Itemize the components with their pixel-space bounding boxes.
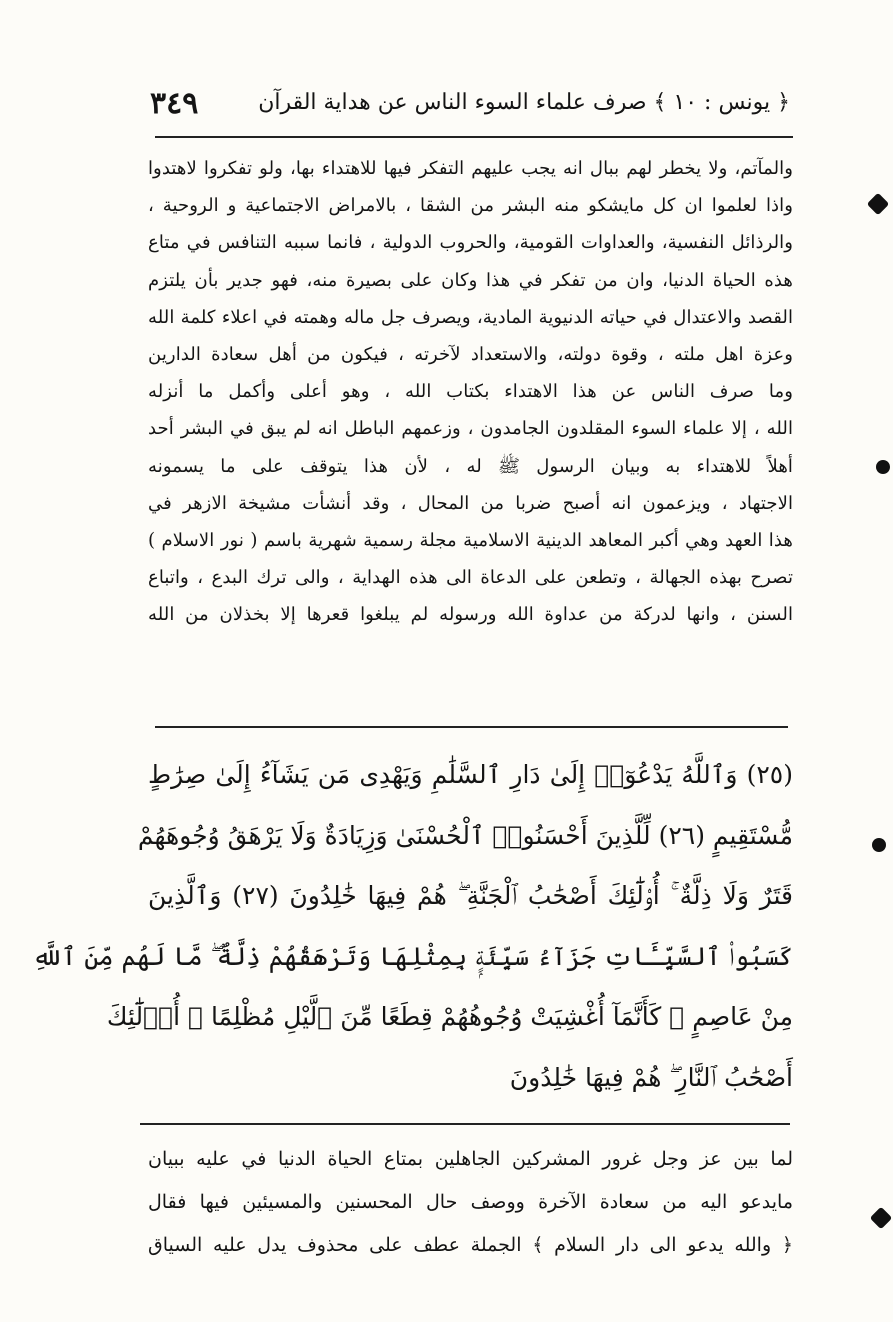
running-title: ﴿ يونس : ١٠ ﴾ صرف علماء السوء الناس عن هداية القرآن: [258, 90, 790, 115]
tafsir-line: لما بين عز وجل غرور المشركين الجاهلين بمتاع الحياة الدنيا في عليه ببيان: [148, 1148, 793, 1170]
commentary-line: والرذائل النفسية، والعداوات القومية، والحروب الدولية ، فانما سببه التنافس في متاع: [148, 232, 793, 254]
margin-mark: [870, 1207, 893, 1230]
quran-verses: [32, 745, 793, 1108]
section-rule: [155, 726, 788, 728]
commentary-line: السنن ، وانها لدركة من عداوة الله ورسوله لم يبلغوا قعرها إلا بخذلان من الله: [148, 604, 793, 626]
verse-line: قَتَرٌ وَلَا ذِلَّةٌ ۚ أُو۟لَٰٓئِكَ أَصْحَٰبُ ٱلْجَنَّةِ ۖ هُمْ فِيهَا خَٰلِدُونَ (٢٧) وَٱلَّذِينَ: [148, 881, 793, 910]
verse-line: أَصْحَٰبُ ٱلنَّارِ ۖ هُمْ فِيهَا خَٰلِدُونَ: [509, 1062, 793, 1092]
tafsir-line: ﴿ والله يدعو الى دار السلام ﴾ الجملة عطف على محذوف يدل عليه السياق: [148, 1234, 793, 1256]
commentary-line: الاجتهاد ، ويزعمون انه أصبح ضربا من المحال ، وقد أنشأت مشيخة الازهر في: [148, 492, 793, 514]
page-header: [150, 86, 790, 126]
verse-line: (٢٥) وَٱللَّهُ يَدْعُوٓا۟ إِلَىٰ دَارِ ٱلسَّلَٰمِ وَيَهْدِى مَن يَشَآءُ إِلَىٰ صِرَٰطٍ: [148, 760, 793, 789]
verse-line: مِنْ عَاصِمٍ ۖ كَأَنَّمَآ أُغْشِيَتْ وُجُوهُهُمْ قِطَعًا مِّنَ ٱلَّيْلِ مُظْلِمًا ۚ أُو۟لَٰٓئِكَ: [106, 1002, 793, 1031]
header-rule: [155, 136, 793, 138]
tafsir-line: مايدعو اليه من سعادة الآخرة ووصف حال المحسنين والمسيئين فيها فقال: [148, 1191, 793, 1213]
margin-mark: [867, 193, 890, 216]
tafsir-rule: [140, 1123, 790, 1125]
commentary-line: وما صرف الناس عن هذا الاهتداء بكتاب الله ، وهو أعلى وأكمل ما أنزله: [148, 381, 793, 403]
tafsir-text: [148, 1138, 793, 1267]
commentary-line: هذا العهد وهي أكبر المعاهد الدينية الاسلامية مجلة رسمية شهرية باسم ( نور الاسلام ): [148, 529, 793, 551]
commentary-line: وعزة اهل ملته ، وقوة دولته، والاستعداد لآخرته ، فيكون من أهل سعادة الدارين: [148, 343, 793, 365]
commentary-line: والمآتم، ولا يخطر لهم ببال انه يجب عليهم التفكر فيها للاهتداء بها، ولو تفكروا لاهتدوا: [148, 158, 793, 179]
verse-line: كَسَبُوا۟ ٱلسَّيِّـَٔاتِ جَزَآءُ سَيِّئَةٍۭ بِمِثْلِهَا وَتَرْهَقُهُمْ ذِلَّةٌ ۖ مَّا لَهُم مِّنَ ٱللَّهِ: [32, 941, 793, 971]
margin-mark: [872, 838, 886, 852]
commentary-line: أهلاً للاهتداء به وبيان الرسول ﷺ له ، لأن هذا يتوقف على ما يسمونه: [148, 455, 793, 477]
commentary-line: الله ، إلا علماء السوء المقلدون الجامدون ، وزعمهم الباطل انه لم يبق في البشر أحد: [148, 418, 793, 440]
commentary-text: [148, 150, 793, 633]
commentary-line: واذا لعلموا ان كل مايشكو منه البشر من الشقا ، بالامراض الاجتماعية و الروحية ،: [148, 195, 793, 217]
page-number: ٣٤٩: [150, 86, 199, 121]
verse-line: مُّسْتَقِيمٍ (٢٦) لِّلَّذِينَ أَحْسَنُوا۟ ٱلْحُسْنَىٰ وَزِيَادَةٌ وَلَا يَرْهَقُ وُجُوهَهُمْ: [137, 820, 793, 850]
commentary-line: القصد والاعتدال في حياته الدنيوية المادية، ويصرف جل ماله وهمته في اعلاء كلمة الله: [148, 306, 793, 328]
commentary-line: هذه الحياة الدنيا، وان من تفكر في هذا وكان على بصيرة منه، فهو جدير بأن يلتزم: [148, 269, 793, 291]
margin-mark: [876, 460, 890, 474]
commentary-line: تصرح بهذه الجهالة ، وتطعن على الدعاة الى هذه الهداية ، والى ترك البدع ، واتباع: [148, 567, 793, 589]
